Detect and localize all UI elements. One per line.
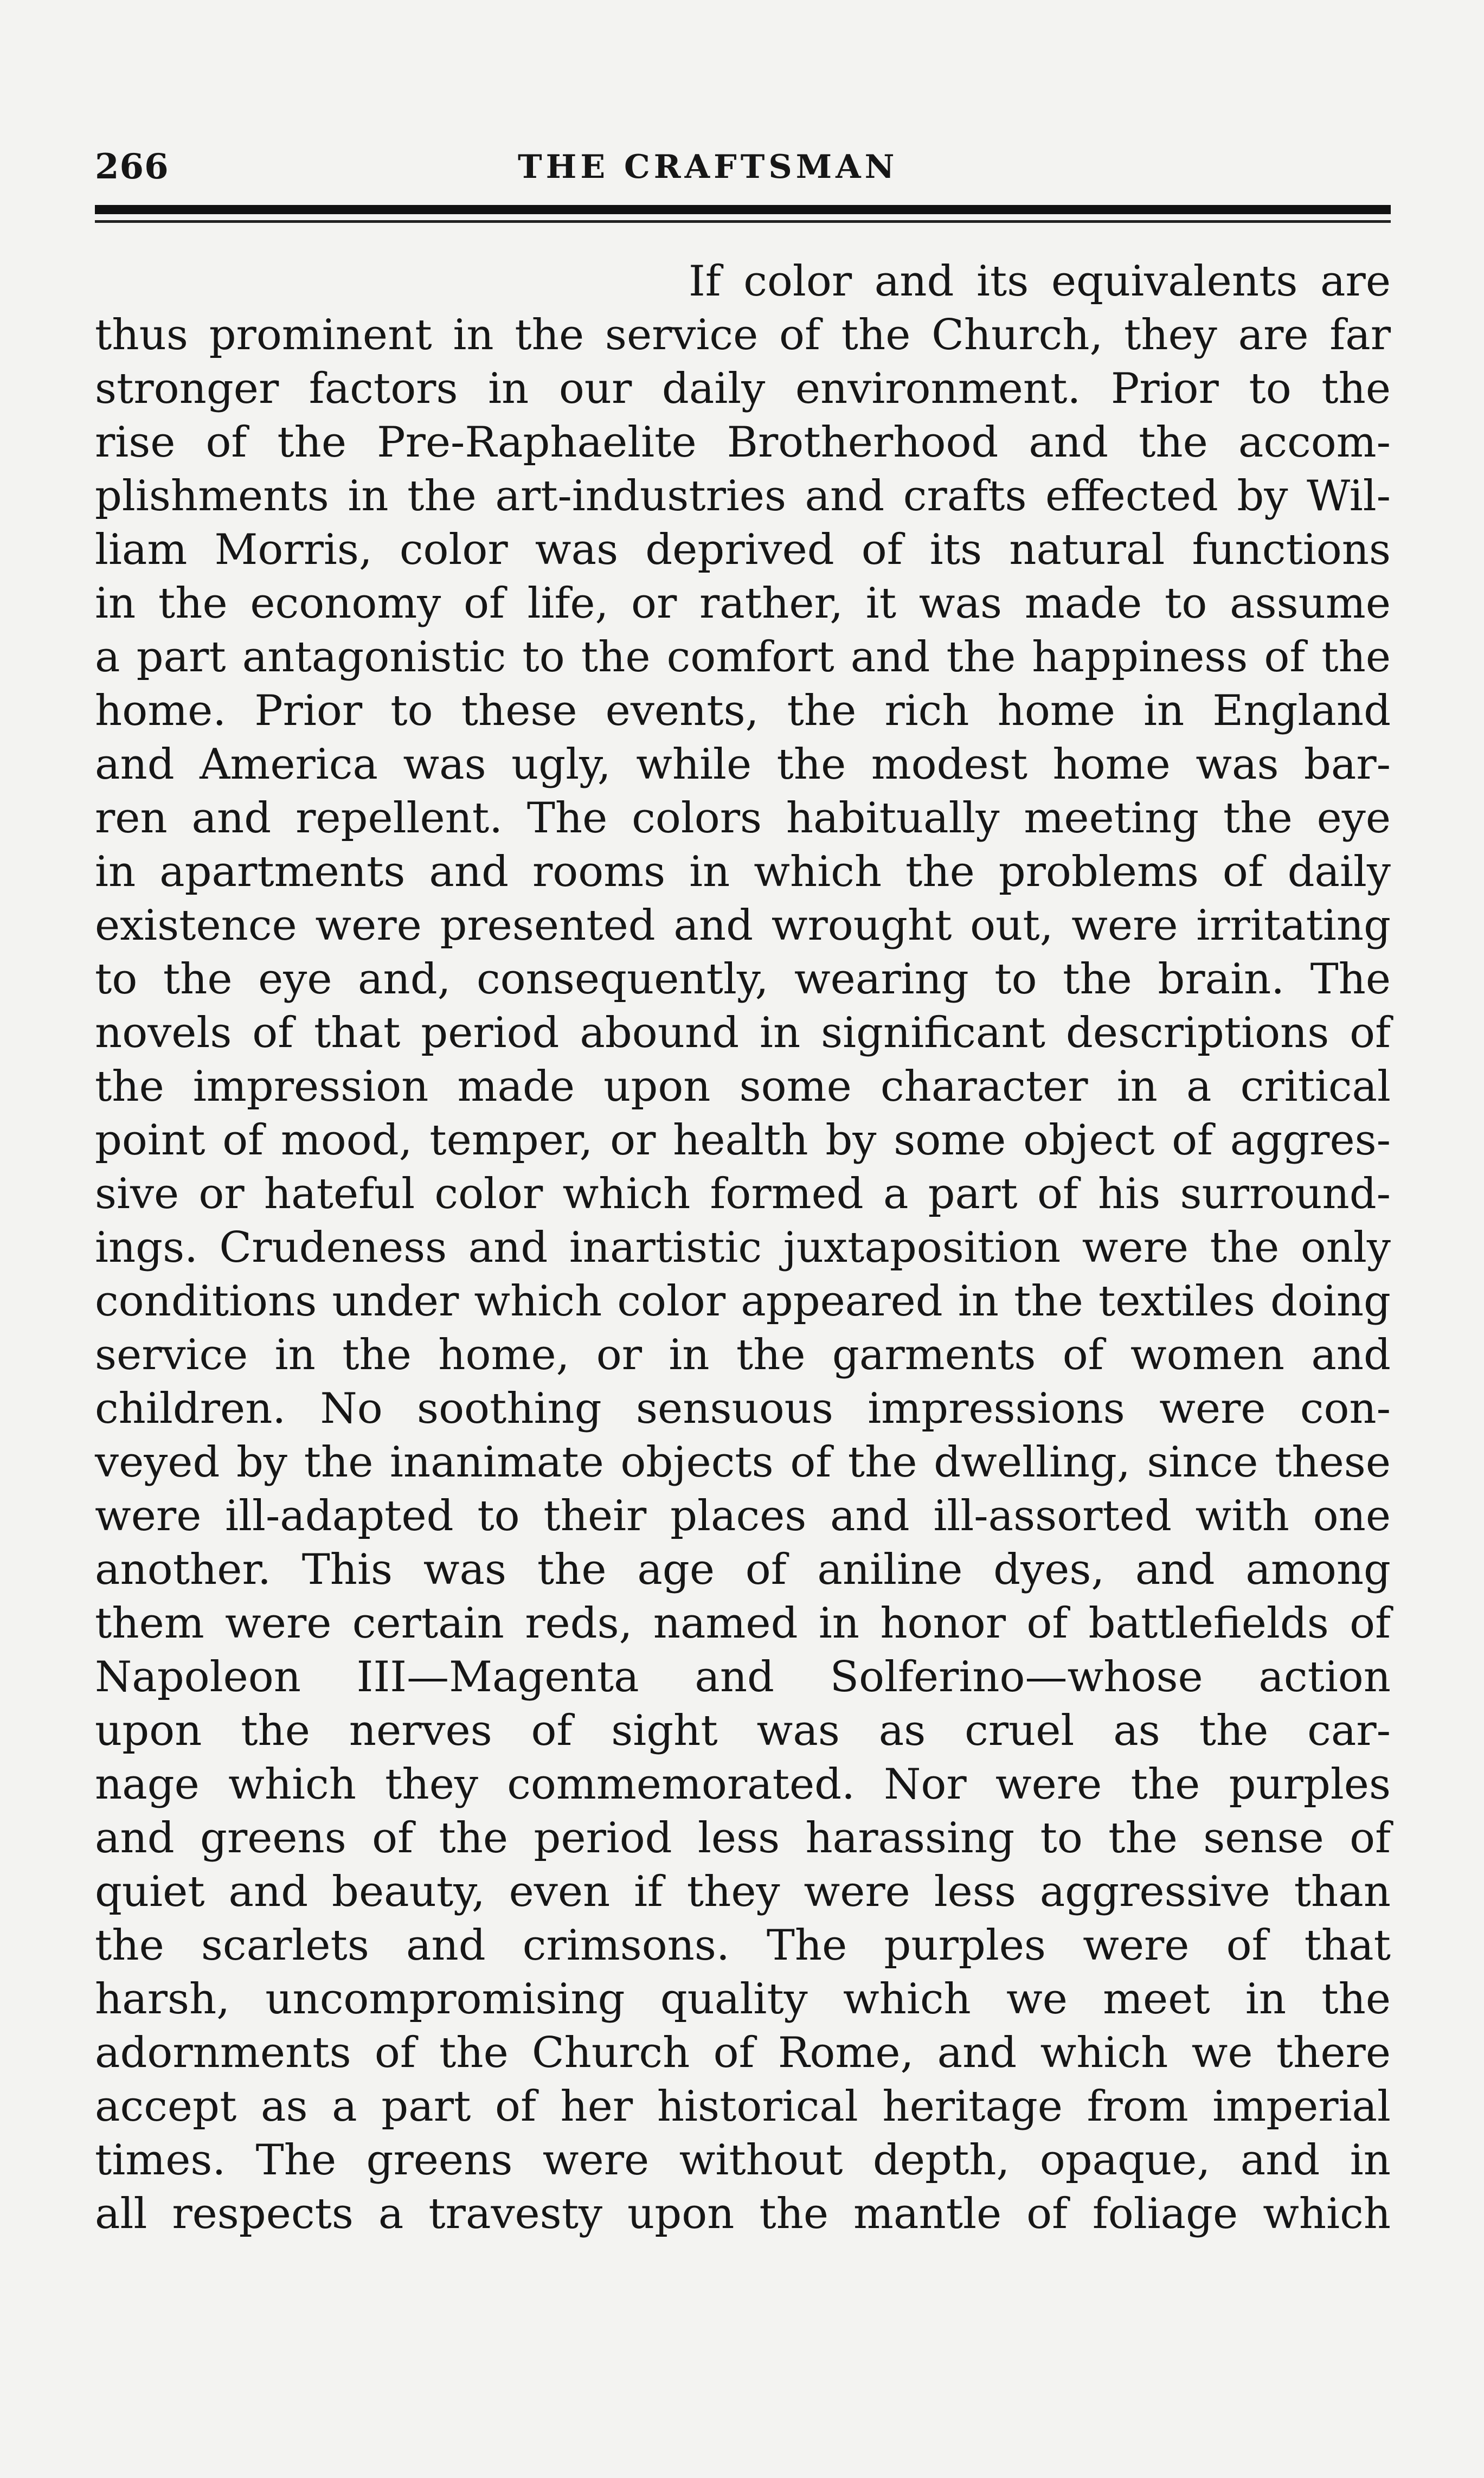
text-line: stronger factors in our daily environment. Prior to the	[95, 364, 1391, 413]
text-line: quiet and beauty, even if they were less aggressive than	[95, 1867, 1391, 1916]
text-line: Napoleon III—Magenta and Solferino—whose action	[95, 1653, 1391, 1702]
text-line: were ill-adapted to their places and ill-assorted with one	[95, 1492, 1391, 1540]
text-line: plishments in the art-industries and crafts effected by Wil-	[95, 472, 1391, 521]
text-line: upon the nerves of sight was as cruel as the car-	[95, 1706, 1391, 1755]
text-line: home. Prior to these events, the rich home in England	[95, 686, 1391, 735]
text-line: sive or hateful color which formed a part of his surround-	[95, 1170, 1391, 1218]
text-line: point of mood, temper, or health by some object of aggres-	[95, 1116, 1391, 1165]
text-line: existence were presented and wrought out, were irritating	[95, 901, 1391, 950]
text-line: in the economy of life, or rather, it was made to assume	[95, 579, 1391, 628]
text-line: and America was ugly, while the modest home was bar-	[95, 740, 1391, 789]
running-head: THE CRAFTSMAN	[518, 148, 898, 186]
header-rule-thick	[95, 205, 1391, 214]
text-line: and greens of the period less harassing to the sense of	[95, 1814, 1391, 1863]
text-line: novels of that period abound in significant descriptions of	[95, 1009, 1391, 1057]
text-line: ings. Crudeness and inartistic juxtaposition were the only	[95, 1223, 1391, 1272]
text-line: thus prominent in the service of the Church, they are far	[95, 311, 1391, 359]
page-header	[95, 145, 1391, 189]
text-line: them were certain reds, named in honor of battlefields of	[95, 1599, 1391, 1648]
text-line: the scarlets and crimsons. The purples were of that	[95, 1921, 1391, 1970]
page-number: 266	[95, 146, 169, 187]
text-line: If color and its equivalents are	[689, 257, 1391, 306]
text-line: nage which they commemorated. Nor were the purples	[95, 1760, 1391, 1809]
text-line: in apartments and rooms in which the problems of daily	[95, 848, 1391, 896]
text-line: harsh, uncompromising quality which we meet in the	[95, 1975, 1391, 2024]
text-line: adornments of the Church of Rome, and which we there	[95, 2028, 1391, 2077]
text-line: children. No soothing sensuous impressions were con-	[95, 1384, 1391, 1433]
text-line: to the eye and, consequently, wearing to the brain. The	[95, 955, 1391, 1004]
text-line: times. The greens were without depth, opaque, and in	[95, 2136, 1391, 2185]
header-rule-thin	[95, 220, 1391, 223]
text-line: rise of the Pre-Raphaelite Brotherhood and the accom-	[95, 418, 1391, 467]
text-line: accept as a part of her historical heritage from imperial	[95, 2082, 1391, 2131]
text-line: service in the home, or in the garments of women and	[95, 1331, 1391, 1379]
text-line: liam Morris, color was deprived of its natural functions	[95, 525, 1391, 574]
text-line: all respects a travesty upon the mantle of foliage which	[95, 2190, 1391, 2238]
text-line: conditions under which color appeared in the textiles doing	[95, 1277, 1391, 1326]
body-text	[95, 255, 1391, 2241]
text-line: ren and repellent. The colors habitually meeting the eye	[95, 794, 1391, 843]
text-line: a part antagonistic to the comfort and the happiness of the	[95, 633, 1391, 682]
text-line: another. This was the age of aniline dyes, and among	[95, 1545, 1391, 1594]
text-line: the impression made upon some character in a critical	[95, 1062, 1391, 1111]
text-line: veyed by the inanimate objects of the dwelling, since these	[95, 1438, 1391, 1487]
